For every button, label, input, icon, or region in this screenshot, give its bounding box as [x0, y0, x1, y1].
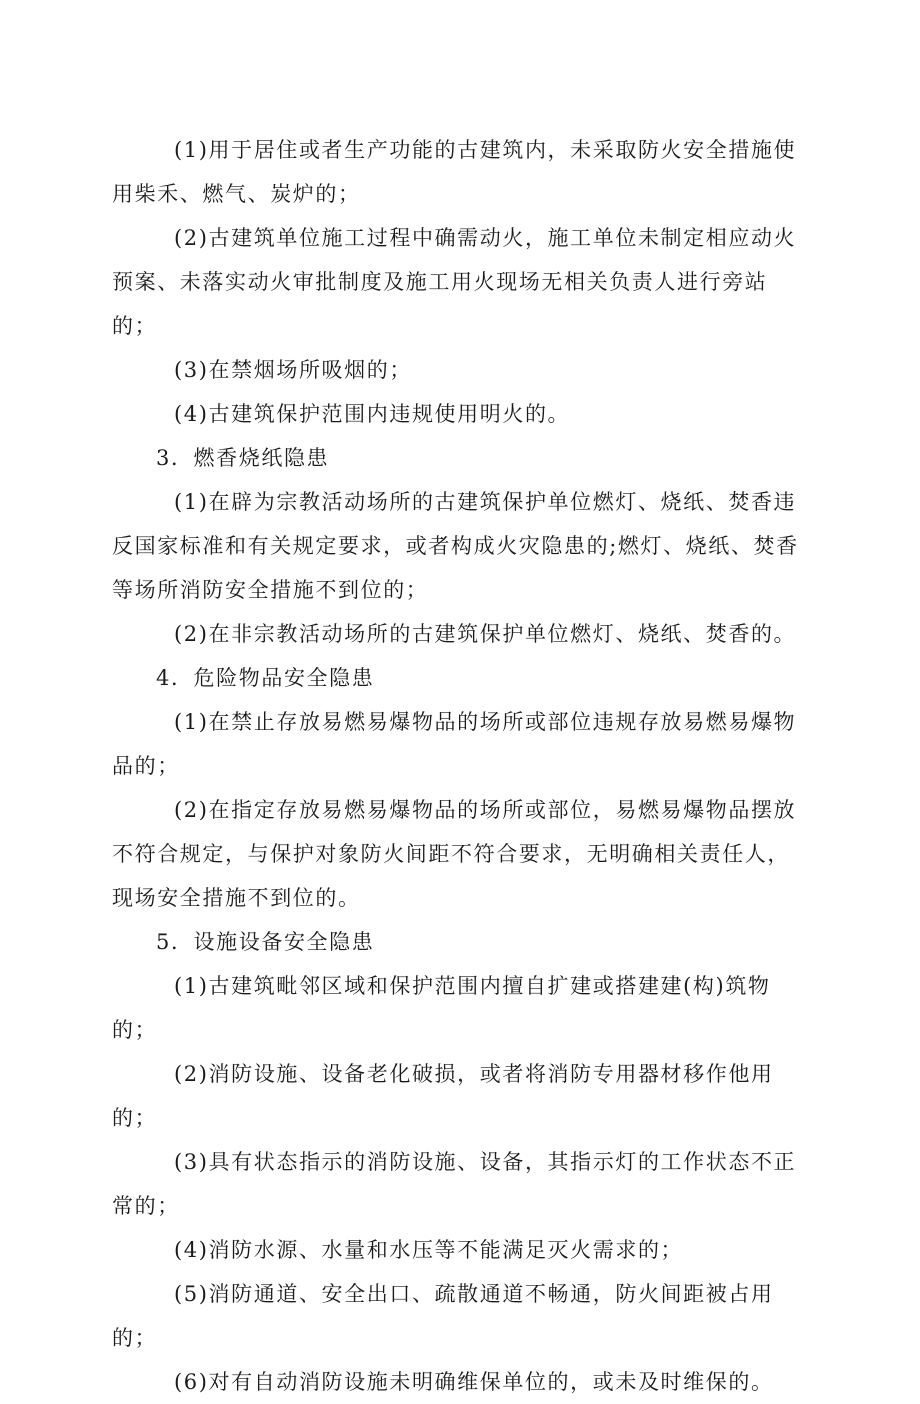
list-item: (1)在辟为宗教活动场所的古建筑保护单位燃灯、烧纸、焚香违反国家标准和有关规定要求，或者构成火灾隐患的;燃灯、烧纸、焚香等场所消防安全措施不到位的；: [112, 490, 799, 602]
section-heading: 5．设施设备安全隐患: [156, 930, 375, 954]
list-item: (3)在禁烟场所吸烟的；: [174, 358, 412, 382]
list-item: (1)在禁止存放易燃易爆物品的场所或部位违规存放易燃易爆物品的；: [112, 710, 797, 778]
list-item: (2)在非宗教活动场所的古建筑保护单位燃灯、烧纸、焚香的。: [174, 622, 797, 646]
list-item: (3)具有状态指示的消防设施、设备，其指示灯的工作状态不正常的；: [112, 1150, 797, 1218]
document-body: [112, 128, 812, 1404]
list-item: (4)消防水源、水量和水压等不能满足灭火需求的；: [174, 1238, 684, 1262]
list-item: (2)古建筑单位施工过程中确需动火，施工单位未制定相应动火预案、未落实动火审批制度及施工用火现场无相关负责人进行旁站的；: [112, 226, 797, 338]
section-heading: 3．燃香烧纸隐患: [156, 446, 330, 470]
list-item: (2)在指定存放易燃易爆物品的场所或部位，易燃易爆物品摆放不符合规定，与保护对象防火间距不符合要求，无明确相关责任人，现场安全措施不到位的。: [112, 798, 797, 910]
list-item: (4)古建筑保护范围内违规使用明火的。: [174, 402, 571, 426]
list-item: (1)古建筑毗邻区域和保护范围内擅自扩建或搭建建(构)筑物的；: [112, 974, 771, 1042]
list-item: (1)用于居住或者生产功能的古建筑内，未采取防火安全措施使用柴禾、燃气、炭炉的；: [112, 138, 797, 206]
list-item: (6)对有自动消防设施未明确维保单位的，或未及时维保的。: [174, 1370, 774, 1394]
list-item: (5)消防通道、安全出口、疏散通道不畅通，防火间距被占用的；: [112, 1282, 774, 1350]
list-item: (2)消防设施、设备老化破损，或者将消防专用器材移作他用的；: [112, 1062, 774, 1130]
section-heading: 4．危险物品安全隐患: [156, 666, 375, 690]
